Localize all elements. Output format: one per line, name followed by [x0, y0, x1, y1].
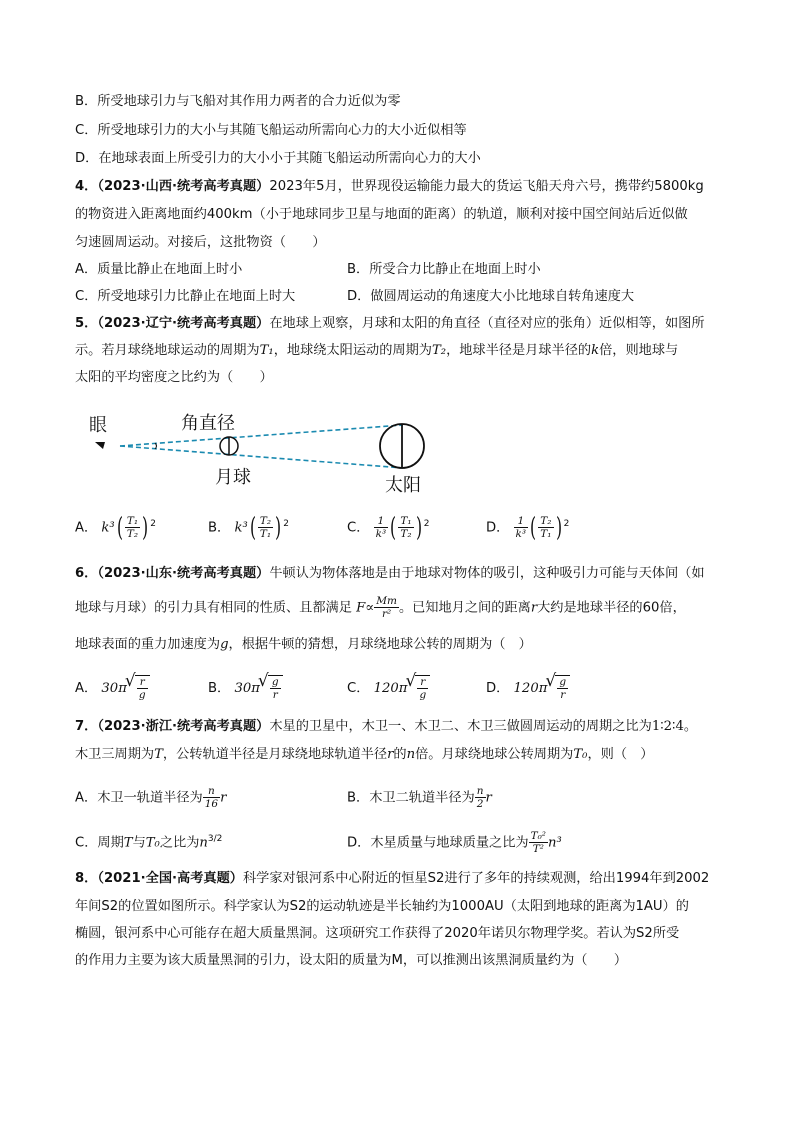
q5-stem-line2: 示。若月球绕地球运动的周期为T₁，地球绕太阳运动的周期为T₂，地球半径是月球半径的k倍，则地球与 — [75, 343, 679, 358]
q4-option-a: A．质量比静止在地面上时小 — [75, 262, 243, 277]
q4-stem-line1: 4．（2023·山西·统考高考真题）2023年5月，世界现役运输能力最大的货运飞船天舟六号，携带约5800kg — [75, 179, 704, 194]
q4-option-d: D．做圆周运动的角速度大小比地球自转角速度大 — [347, 289, 635, 304]
q6-option-a: A． 30π √ $\frac{r}{g}$ — [75, 675, 150, 701]
q6-option-d: D． 120π √ $\frac{g}{r}$ — [486, 675, 570, 701]
q4-source: 4．（2023·山西·统考高考真题） — [75, 179, 270, 194]
q6-stem-line1: 6．（2023·山东·统考高考真题）牛顿认为物体落地是由于地球对物体的吸引，这种吸引力可能与天体间（如 — [75, 566, 705, 581]
q5-stem-line3: 太阳的平均密度之比约为（ ） — [75, 370, 273, 385]
q5-option-a: A． k³( $\frac{\text{T₁}}{\text{T₂}}$ ) $^2$ — [75, 512, 156, 543]
q7-option-c: C．周期T与T₀之比为$n^{3/2}$ — [75, 834, 223, 851]
q7-option-b: B．木卫二轨道半径为 $\frac{n}{2}$ r — [347, 785, 492, 810]
q8-stem-line4: 的作用力主要为该大质量黑洞的引力，设太阳的质量为M，可以推测出该黑洞质量约为（ ） — [75, 953, 628, 968]
q7-stem-line1: 7．（2023·浙江·统考高考真题）木星的卫星中，木卫一、木卫二、木卫三做圆周运动的周期之比为1∶2∶4。 — [75, 719, 698, 734]
eye-label: 眼 — [89, 415, 107, 436]
q8-stem-line3: 椭圆，银河系中心可能存在超大质量黑洞。这项研究工作获得了2020年诺贝尔物理学奖。若认为S2所受 — [75, 926, 680, 941]
angle-arc — [155, 443, 157, 449]
q3-option-c: C．所受地球引力的大小与其随飞船运动所需向心力的大小近似相等 — [75, 123, 467, 138]
sight-line-lower — [120, 446, 403, 468]
q6-source: 6．（2023·山东·统考高考真题） — [75, 566, 270, 581]
moon-label: 月球 — [215, 467, 251, 488]
q4-option-c: C．所受地球引力比静止在地面上时大 — [75, 289, 296, 304]
q8-stem-line2: 年间S2的位置如图所示。科学家认为S2的运动轨迹是半长轴约为1000AU（太阳到地球的距离为1AU）的 — [75, 899, 689, 914]
q4-stem-line3: 匀速圆周运动。对接后，这批物资（ ） — [75, 235, 326, 250]
q3-option-d: D．在地球表面上所受引力的大小小于其随飞船运动所需向心力的大小 — [75, 151, 481, 166]
angular-diameter-figure — [85, 405, 435, 500]
q6-stem-line2: 地球与月球）的引力具有相同的性质、且都满足 F∝ $\frac{Mm}{\text{r²}}$ 。已知地月之间的距离r大约是地球半径的60倍， — [75, 595, 686, 620]
q5-source: 5．（2023·辽宁·统考高考真题） — [75, 316, 270, 331]
q6-option-b: B． 30π √ $\frac{g}{r}$ — [208, 675, 283, 701]
q5-option-c: C． $\frac{1}{\text{k³}}$ ( $\frac{\text{T₁}}{\text{T₂}}$ ) $^2$ — [347, 512, 430, 543]
q7-option-d: D．木星质量与地球质量之比为 $\frac{\text{T₀²}}{\text{T²}}$ n³ — [347, 830, 562, 855]
q8-stem-line1: 8．（2021·全国·高考真题）科学家对银河系中心附近的恒星S2进行了多年的持续观测，给出1994年到2002 — [75, 871, 710, 886]
sight-line-upper — [120, 425, 403, 446]
sun-label: 太阳 — [385, 475, 421, 496]
q7-stem-line2: 木卫三周期为T，公转轨道半径是月球绕地球轨道半径r的n倍。月球绕地球公转周期为T₀，则（ ） — [75, 747, 654, 762]
q7-source: 7．（2023·浙江·统考高考真题） — [75, 719, 270, 734]
q6-option-c: C． 120π √ $\frac{r}{g}$ — [347, 675, 430, 701]
q5-option-d: D． $\frac{1}{\text{k³}}$ ( $\frac{\text{T₂}}{\text{T₁}}$ ) $^2$ — [486, 512, 570, 543]
q5-option-b: B． k³( $\frac{\text{T₂}}{\text{T₁}}$ ) $^2$ — [208, 512, 289, 543]
q4-option-b: B．所受合力比静止在地面上时小 — [347, 262, 541, 277]
q4-stem-line2: 的物资进入距离地面约400km（小于地球同步卫星与地面的距离）的轨道，顺利对接中国空间站后近似做 — [75, 207, 688, 222]
eye-icon — [95, 442, 105, 449]
q8-source: 8．（2021·全国·高考真题） — [75, 871, 243, 886]
angular-diameter-label: 角直径 — [181, 413, 235, 434]
q7-option-a: A．木卫一轨道半径为 $\frac{n}{16}$ r — [75, 785, 227, 810]
q5-stem-line1: 5．（2023·辽宁·统考高考真题）在地球上观察，月球和太阳的角直径（直径对应的张角）近似相等，如图所 — [75, 316, 705, 331]
q6-stem-line3: 地球表面的重力加速度为g，根据牛顿的猜想，月球绕地球公转的周期为（ ） — [75, 637, 532, 652]
q3-option-b: B．所受地球引力与飞船对其作用力两者的合力近似为零 — [75, 94, 401, 109]
